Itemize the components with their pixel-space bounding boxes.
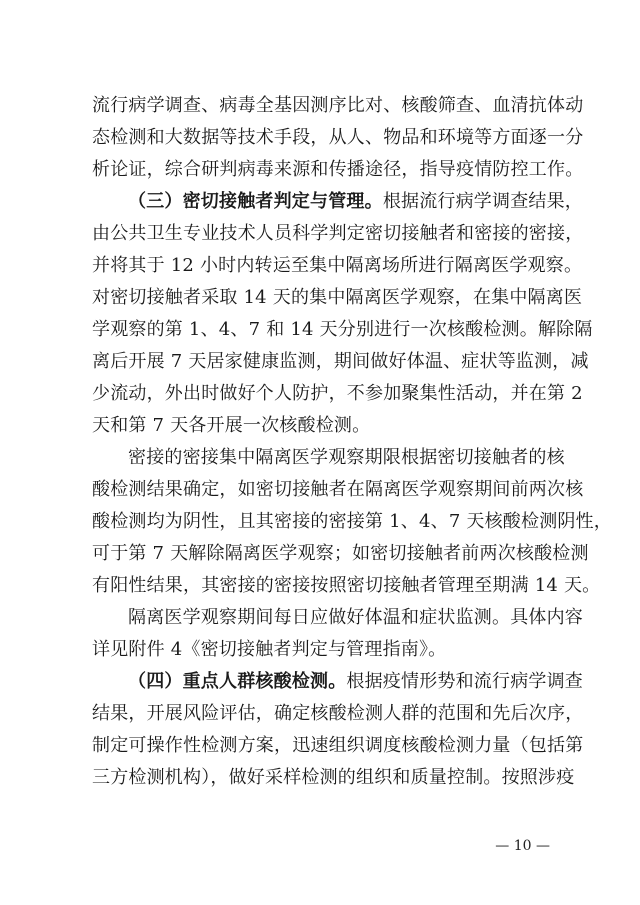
text-line: 结果，开展风险评估，确定核酸检测人群的范围和先后次序， — [92, 703, 584, 724]
paragraph-first-line: 隔离医学观察期间每日应做好体温和症状监测。具体内容 — [128, 607, 583, 628]
text-line: 制定可操作性检测方案，迅速组织调度核酸检测力量（包括第 — [92, 735, 584, 756]
text-line: 由公共卫生专业技术人员科学判定密切接触者和密接的密接， — [92, 223, 584, 244]
text-run: 根据流行病学调查结果， — [382, 191, 584, 212]
text-line: 酸检测结果确定，如密切接触者在隔离医学观察期间前两次核 — [92, 479, 584, 500]
text-line: 对密切接触者采取 14 天的集中隔离医学观察，在集中隔离医 — [92, 287, 583, 308]
paragraph-first-line — [92, 186, 584, 218]
page-number: — 10 — — [495, 838, 550, 854]
text-line: 流行病学调查、病毒全基因测序比对、核酸筛查、血清抗体动 — [92, 95, 584, 116]
text-line: 析论证，综合研判病毒来源和传播途径，指导疫情防控工作。 — [92, 159, 584, 180]
text-line: 三方检测机构），做好采样检测的组织和质量控制。按照涉疫 — [92, 767, 575, 788]
text-line: 并将其于 12 小时内转运至集中隔离场所进行隔离医学观察。 — [92, 255, 583, 276]
text-line: 酸检测均为阴性，且其密接的密接第 1、4、7 天核酸检测阴性， — [92, 511, 612, 532]
section-heading: （三）密切接触者判定与管理。 — [128, 191, 383, 212]
text-line: 可于第 7 天解除隔离医学观察；如密切接触者前两次核酸检测 — [92, 543, 589, 564]
text-line: 有阳性结果，其密接的密接按照密切接触者管理至期满 14 天。 — [92, 575, 601, 596]
text-run: 根据疫情形势和流行病学调查 — [346, 671, 584, 692]
text-line: 详见附件 4《密切接触者判定与管理指南》。 — [92, 639, 447, 660]
paragraph-first-line: 密接的密接集中隔离医学观察期限根据密切接触者的核 — [128, 447, 565, 468]
text-line: 天和第 7 天各开展一次核酸检测。 — [92, 415, 371, 436]
text-line: 态检测和大数据等技术手段，从人、物品和环境等方面逐一分 — [92, 127, 584, 148]
text-line: 学观察的第 1、4、7 和 14 天分别进行一次核酸检测。解除隔 — [92, 319, 593, 340]
section-heading: （四）重点人群核酸检测。 — [128, 671, 347, 692]
body-text — [92, 90, 612, 794]
text-line: 少流动，外出时做好个人防护，不参加聚集性活动，并在第 2 — [92, 383, 583, 404]
text-line: 离后开展 7 天居家健康监测，期间做好体温、症状等监测，减 — [92, 351, 589, 372]
paragraph-first-line — [92, 666, 584, 698]
